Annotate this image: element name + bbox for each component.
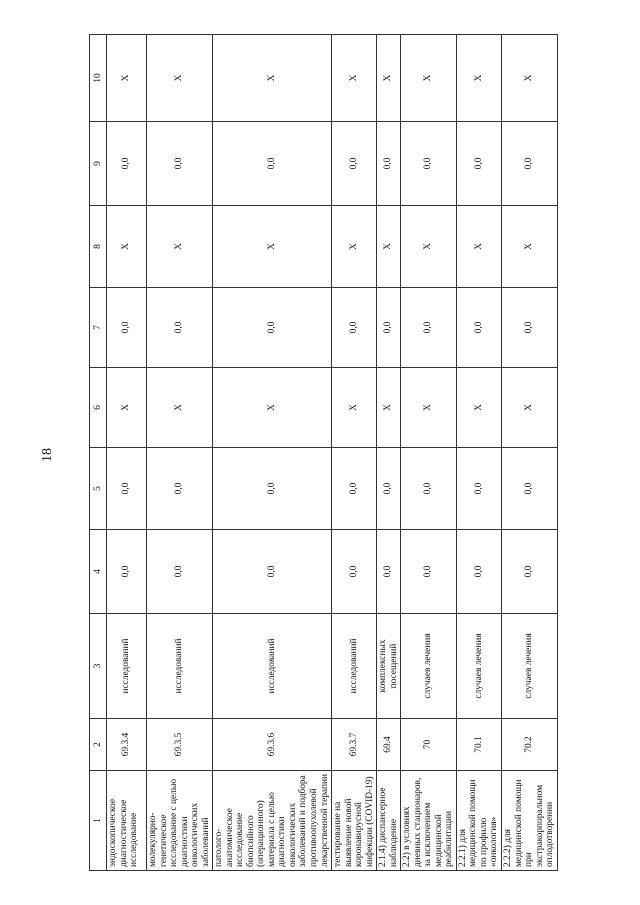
table-cell: 69.4 (377, 719, 401, 771)
table-cell: 0,0 (332, 530, 377, 614)
table-cell: исследований (147, 614, 213, 719)
table-cell: 70 (401, 719, 457, 771)
table-cell: 70.1 (456, 719, 501, 771)
table-cell: 0,0 (213, 530, 332, 614)
table-cell: Х (502, 35, 558, 122)
column-header: 4 (90, 530, 107, 614)
table-cell: 0,0 (107, 448, 147, 530)
table-cell: 2.1.4) диспансерное наблюдение (377, 771, 401, 871)
column-header: 7 (90, 288, 107, 368)
table-cell: случаев лечения (456, 614, 501, 719)
table-cell: 0,0 (332, 288, 377, 368)
table-row (107, 35, 147, 871)
table-cell: 69.3.5 (147, 719, 213, 771)
table-cell: 0,0 (401, 448, 457, 530)
column-header: 8 (90, 206, 107, 288)
table-cell: 0,0 (147, 448, 213, 530)
table-cell: 0,0 (456, 448, 501, 530)
table-cell: 0,0 (377, 448, 401, 530)
data-table (89, 34, 558, 871)
table-cell: Х (456, 35, 501, 122)
table-cell: 0,0 (401, 122, 457, 206)
table-cell: 0,0 (377, 530, 401, 614)
column-header: 1 (90, 771, 107, 871)
table-cell: исследований (107, 614, 147, 719)
table-cell: 0,0 (332, 448, 377, 530)
table-cell: случаев лечения (502, 614, 558, 719)
table-cell: 0,0 (401, 288, 457, 368)
column-header: 2 (90, 719, 107, 771)
table-cell: 0,0 (147, 122, 213, 206)
table-cell: 2.2.1) для медицинской помощи по профилю «онкология» (456, 771, 501, 871)
table-cell: 0,0 (377, 288, 401, 368)
table-row (377, 35, 401, 871)
table-cell: Х (107, 368, 147, 448)
table-cell: Х (332, 35, 377, 122)
table-cell: Х (502, 368, 558, 448)
table-cell: 69.3.4 (107, 719, 147, 771)
table-row (401, 35, 457, 871)
table-cell: Х (401, 368, 457, 448)
table-cell: 0,0 (213, 122, 332, 206)
table-cell: исследований (213, 614, 332, 719)
column-header: 3 (90, 614, 107, 719)
table-cell: эндоскопическое диагностическое исследование (107, 771, 147, 871)
column-header: 5 (90, 448, 107, 530)
table-cell: Х (502, 206, 558, 288)
table-row (456, 35, 501, 871)
table-cell: 0,0 (502, 530, 558, 614)
table-cell: 69.3.7 (332, 719, 377, 771)
table-cell: тестирование на выявление новой коронавирусной инфекции (COVID-19) (332, 771, 377, 871)
table-cell: молекулярно-генетическое исследование с целью диагностики онкологических заболеваний (147, 771, 213, 871)
table-cell: 0,0 (213, 288, 332, 368)
table-cell: 0,0 (456, 530, 501, 614)
table-cell: Х (332, 206, 377, 288)
table-cell: 69.3.6 (213, 719, 332, 771)
column-header: 6 (90, 368, 107, 448)
table-cell: случаев лечения (401, 614, 457, 719)
table-cell: 70.2 (502, 719, 558, 771)
table-cell: Х (377, 35, 401, 122)
table-cell: Х (456, 368, 501, 448)
table-cell: Х (147, 368, 213, 448)
table-cell: комплексных посещений (377, 614, 401, 719)
table-cell: Х (107, 206, 147, 288)
table-cell: 0,0 (502, 122, 558, 206)
table-cell: 0,0 (213, 448, 332, 530)
table-cell: Х (213, 368, 332, 448)
table-cell: 0,0 (456, 288, 501, 368)
table-cell: 0,0 (377, 122, 401, 206)
table-cell: Х (377, 206, 401, 288)
table-cell: Х (213, 35, 332, 122)
table-cell: 0,0 (107, 288, 147, 368)
table-row (502, 35, 558, 871)
column-header: 10 (90, 35, 107, 122)
rotated-table-container (89, 35, 556, 871)
table-cell: 2.2) в условиях дневных стационаров, за исключением медицинской реабилитации (401, 771, 457, 871)
table-row (213, 35, 332, 871)
header-row (90, 35, 107, 871)
table-row (147, 35, 213, 871)
table-cell: Х (147, 35, 213, 122)
table-cell: 0,0 (401, 530, 457, 614)
table-cell: 0,0 (502, 288, 558, 368)
table-cell: Х (213, 206, 332, 288)
table-row (332, 35, 377, 871)
table-cell: Х (377, 368, 401, 448)
table-cell: 0,0 (147, 288, 213, 368)
table-cell: 0,0 (332, 122, 377, 206)
table-cell: 2.2.2) для медицинской помощи при экстракорпоральном оплодотворении (502, 771, 558, 871)
table-cell: 0,0 (107, 530, 147, 614)
table-cell: Х (107, 35, 147, 122)
table-cell: 0,0 (502, 448, 558, 530)
table-cell: Х (401, 35, 457, 122)
table-cell: исследований (332, 614, 377, 719)
table-cell: Х (332, 368, 377, 448)
table-cell: Х (147, 206, 213, 288)
table-cell: патолого-анатомическое исследование биопсийного (операционного) материала с целью диагностики онкологических заболеваний и подбора противоопухолевой лекарственной терапии (213, 771, 332, 871)
table-cell: 0,0 (107, 122, 147, 206)
table-cell: 0,0 (456, 122, 501, 206)
table-cell: Х (401, 206, 457, 288)
page-number: 18 (40, 448, 55, 462)
table-cell: Х (456, 206, 501, 288)
table-cell: 0,0 (147, 530, 213, 614)
column-header: 9 (90, 122, 107, 206)
